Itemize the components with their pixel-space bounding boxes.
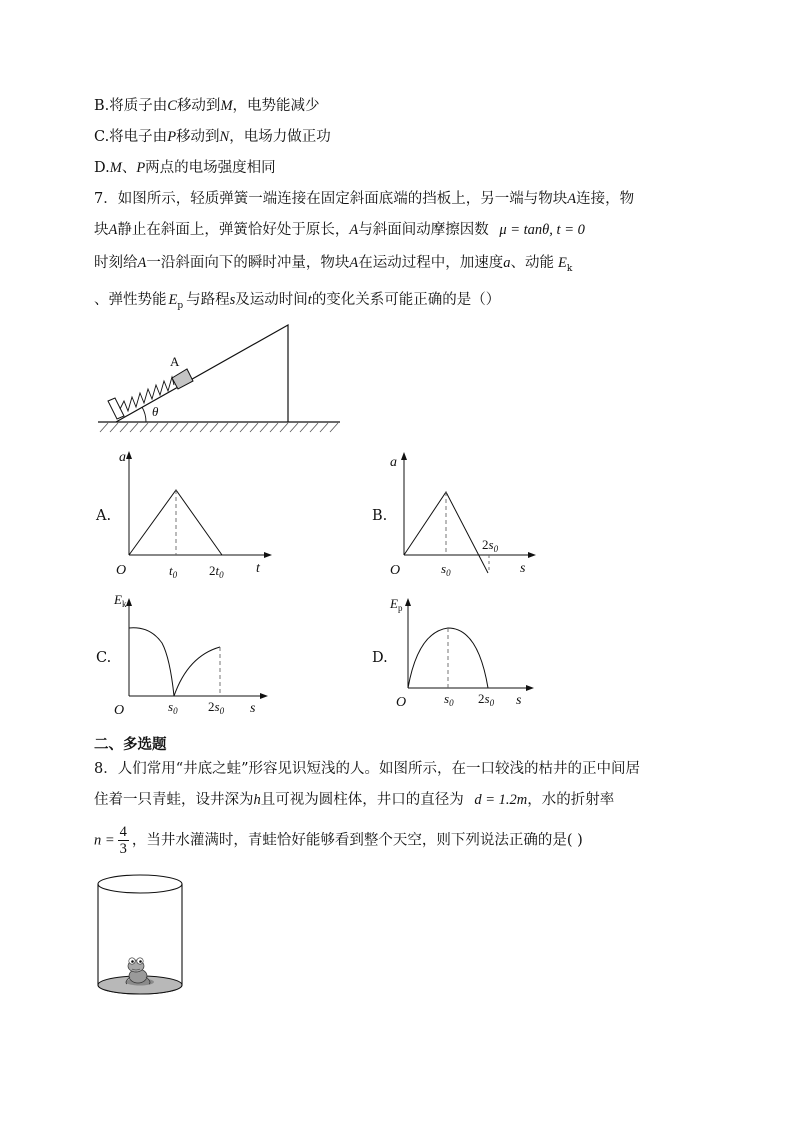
q7-text-2a: 块: [94, 222, 109, 238]
option-c-mid: 移动到: [176, 129, 220, 145]
option-b-point2: M: [220, 98, 233, 114]
q8-text-2a: 住着一只青蛙，设井深为: [94, 792, 254, 808]
graph-c-xlabel: s: [250, 701, 256, 716]
graph-a-tick-t0: $t_0$: [169, 563, 178, 580]
q7-text-4c: 及运动时间: [235, 292, 308, 308]
graph-b-ylabel: a: [390, 455, 397, 470]
q7-line3: [94, 253, 572, 279]
graph-d-tick-2s0: $2s_0$: [478, 691, 495, 708]
graph-b-xlabel: s: [520, 561, 526, 576]
q7-var-accel: a: [503, 255, 511, 271]
stopper-plate: [108, 398, 124, 419]
q7-text-3c: 在运动过程中，加速度: [358, 255, 504, 271]
q7-line1: [94, 189, 634, 209]
well-bottom-front: [98, 985, 182, 994]
option-c-point2: N: [219, 129, 230, 145]
graph-c-y-arrow: [126, 598, 132, 606]
q7-var-ep-sub: p: [177, 300, 184, 311]
q8-frac-num: 4: [119, 824, 127, 840]
q7-text-3d: 、动能: [510, 255, 554, 271]
option-c-pre: C.将电子由: [94, 129, 168, 145]
q7-var-s: s: [229, 292, 236, 308]
q7-text-4a: 、弹性势能: [94, 292, 167, 308]
option-c-point1: P: [167, 129, 177, 145]
q7-line2: [94, 220, 585, 240]
graph-d-x-arrow: [526, 685, 534, 691]
q8-text-2c: ，水的折射率: [527, 792, 615, 808]
graph-c-origin: O: [114, 703, 125, 718]
q8-frac-den: 3: [119, 841, 127, 857]
graph-c-label: C.: [96, 650, 112, 666]
q7-var-a3: A: [349, 222, 359, 238]
graph-d-ylabel: $E_p$: [390, 596, 403, 613]
section-2-title: 二、多选题: [94, 736, 167, 753]
graph-a-y-arrow: [126, 451, 132, 459]
graph-a-xlabel: t: [256, 561, 260, 576]
q7-text-3a: 时刻给: [94, 255, 138, 271]
q7-var-a4: A: [137, 255, 147, 271]
option-d-mid: 、: [121, 160, 137, 176]
ground-hatch: [100, 423, 338, 432]
graph-a-curve: [129, 490, 222, 555]
graph-c: [110, 588, 280, 723]
graph-d-label: D.: [372, 650, 388, 666]
graph-d-xlabel: s: [516, 693, 522, 708]
block-a-label: A: [170, 354, 180, 369]
graph-b-origin: O: [390, 563, 401, 578]
q7-var-ek-sub: k: [566, 263, 573, 274]
q8-var-h: h: [253, 792, 261, 808]
option-d-point1: M: [109, 160, 122, 176]
option-b: [94, 96, 320, 116]
q7-text-1: 7．如图所示，轻质弹簧一端连接在固定斜面底端的挡板上，另一端与物块: [94, 191, 568, 207]
q8-text-3: ，当井水灌满时，青蛙恰好能够看到整个天空，则下列说法正确的是( ): [131, 832, 583, 849]
option-b-pre: B.将质子由: [94, 98, 168, 114]
graph-b-tick-s0: $s_0$: [441, 561, 451, 578]
graph-c-x-arrow: [260, 693, 268, 699]
option-d-post: 两点的电场强度相同: [145, 160, 276, 176]
option-b-mid: 移动到: [176, 98, 221, 114]
q7-friction-formula: μ = tanθ, t = 0: [499, 222, 585, 238]
graph-c-ylabel: $E_k$: [114, 592, 127, 609]
q7-text-2c: 与斜面间动摩擦因数: [358, 222, 489, 238]
graph-b-label: B.: [372, 508, 388, 524]
option-b-point1: C: [167, 98, 177, 114]
well-mouth: [98, 875, 182, 893]
option-c-post: ，电场力做正功: [229, 129, 331, 145]
option-c: [94, 127, 331, 147]
graph-a-x-arrow: [264, 552, 272, 558]
graph-d-origin: O: [396, 695, 407, 710]
graph-c-curve: [129, 628, 220, 696]
frog-icon: [126, 958, 154, 986]
graph-b-x-arrow: [528, 552, 536, 558]
q8-diameter-formula: d = 1.2m: [474, 792, 528, 808]
q7-var-ek: E: [557, 255, 567, 271]
q8-line2: [94, 790, 614, 810]
q8-line1: 8．人们常用“井底之蛙”形容见识短浅的人。如图所示，在一口较浅的枯井的正中间居: [94, 761, 641, 777]
q7-text-4d: 的变化关系可能正确的是（）: [311, 292, 501, 308]
q7-var-a2: A: [108, 222, 118, 238]
q7-text-3b: 一沿斜面向下的瞬时冲量，物块: [146, 255, 350, 271]
q7-text-1-end: 连接，物: [576, 191, 635, 207]
q7-line4: [94, 290, 500, 316]
option-d-pre: D.: [94, 160, 110, 176]
graph-a-origin: O: [116, 563, 127, 578]
graph-b-tick-2s0: $2s_0$: [482, 537, 499, 554]
graph-d-tick-s0: $s_0$: [444, 691, 454, 708]
q7-var-a: A: [567, 191, 577, 207]
graph-a: [110, 445, 280, 585]
option-d-point2: P: [136, 160, 146, 176]
block-a: [172, 369, 193, 389]
graph-a-ylabel: a: [119, 450, 126, 465]
graph-c-tick-s0: $s_0$: [168, 699, 178, 716]
q8-var-n: n =: [94, 832, 115, 849]
graph-d: [388, 592, 548, 722]
graph-d-y-arrow: [405, 598, 411, 606]
graph-a-tick-2t0: $2t_0$: [209, 563, 224, 580]
option-b-post: ，电势能减少: [232, 98, 320, 114]
incline-figure: [96, 325, 346, 437]
q7-var-ep: E: [168, 292, 178, 308]
q8-fraction: [118, 824, 129, 857]
q7-var-a5: A: [349, 255, 359, 271]
well-figure: [94, 872, 186, 1000]
q7-text-4b: 与路程: [186, 292, 230, 308]
option-d: [94, 158, 276, 178]
angle-theta-label: θ: [152, 404, 159, 419]
angle-arc: [142, 407, 146, 422]
graph-b-y-arrow: [401, 452, 407, 460]
graph-c-tick-2s0: $2s_0$: [208, 699, 225, 716]
q7-var-t: t: [307, 292, 312, 308]
graph-b: [388, 448, 548, 588]
q8-text-2b: 且可视为圆柱体，井口的直径为: [260, 792, 464, 808]
q8-line3: [94, 824, 583, 857]
q7-text-2b: 静止在斜面上，弹簧恰好处于原长，: [117, 222, 350, 238]
graph-a-label: A.: [96, 508, 112, 524]
